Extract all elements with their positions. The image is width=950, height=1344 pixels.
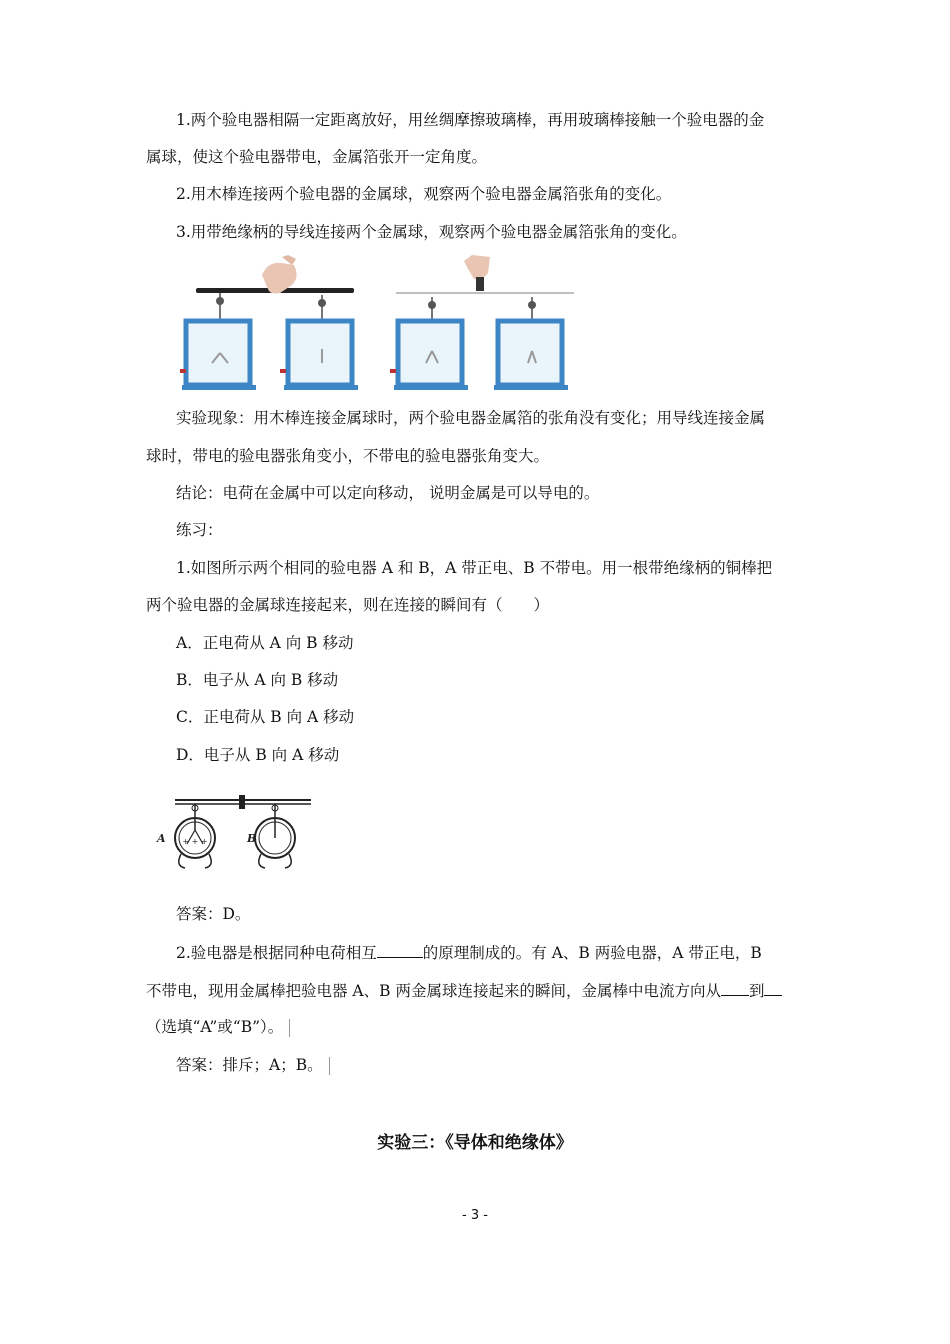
question-2-text-a: 2.验电器是根据同种电荷相互 (176, 944, 377, 962)
phenomenon-line-1: 实验现象：用木棒连接金属球时，两个验电器金属箔的张角没有变化；用导线连接金属 (176, 409, 766, 427)
option-b: B．电子从 A 向 B 移动 (176, 671, 339, 689)
question-2-line-1 (176, 942, 840, 963)
practice-label: 练习： (176, 521, 223, 539)
answer-2-line (176, 1055, 840, 1075)
conclusion: 结论：电荷在金属中可以定向移动， 说明金属是可以导电的。 (176, 484, 600, 502)
blank-1[interactable] (377, 942, 423, 958)
answer-1: 答案：D。 (176, 905, 251, 923)
step-3: 3.用带绝缘柄的导线连接两个金属球，观察两个验电器金属箔张角的变化。 (176, 223, 687, 241)
label-b: B (247, 832, 257, 845)
blank-2[interactable] (721, 980, 749, 996)
option-c: C．正电荷从 B 向 A 移动 (176, 708, 355, 726)
question-2-text-c: 不带电，现用金属棒把验电器 A、B 两金属球连接起来的瞬间，金属棒中电流方向从 (146, 982, 721, 1000)
section-title: 实验三：《导体和绝缘体》 (377, 1133, 573, 1153)
question-1-line-2: 两个验电器的金属球连接起来，则在连接的瞬间有（ ） (146, 596, 550, 614)
blank-3[interactable] (764, 980, 782, 996)
answer-2: 答案：排斥；A；B。 (176, 1056, 323, 1074)
step-1-line-2: 属球，使这个验电器带电，金属箔张开一定角度。 (146, 148, 488, 166)
page-number: - 3 - (462, 1208, 488, 1223)
question-2-line-3 (146, 1017, 810, 1037)
step-1-line-1: 1.两个验电器相隔一定距离放好，用丝绸摩擦玻璃棒，再用玻璃棒接触一个验电器的金 (176, 111, 765, 129)
question-1-line-1: 1.如图所示两个相同的验电器 A 和 B，A 带正电、B 不带电。用一根带绝缘柄的铜棒把 (176, 559, 773, 577)
label-a: A (157, 832, 166, 845)
electroscope-experiment-photo (176, 255, 576, 397)
question-2-text-d: 到 (748, 982, 765, 1000)
phenomenon-line-2: 球时，带电的验电器张角变小，不带电的验电器张角变大。 (146, 447, 550, 465)
positive-charges: + + + (182, 837, 208, 846)
question-2-text-b: 的原理制成的。有 A、B 两验电器，A 带正电，B (422, 944, 762, 962)
question-2-line-2 (146, 980, 810, 1001)
option-a: A．正电荷从 A 向 B 移动 (176, 634, 354, 652)
text-cursor (289, 1019, 290, 1037)
electroscope-diagram (155, 790, 315, 872)
text-cursor-2 (329, 1057, 330, 1075)
question-2-text-e: （选填“A”或“B”）。 (146, 1018, 284, 1036)
option-d: D．电子从 B 向 A 移动 (176, 746, 340, 764)
step-2: 2.用木棒连接两个验电器的金属球，观察两个验电器金属箔张角的变化。 (176, 185, 672, 203)
